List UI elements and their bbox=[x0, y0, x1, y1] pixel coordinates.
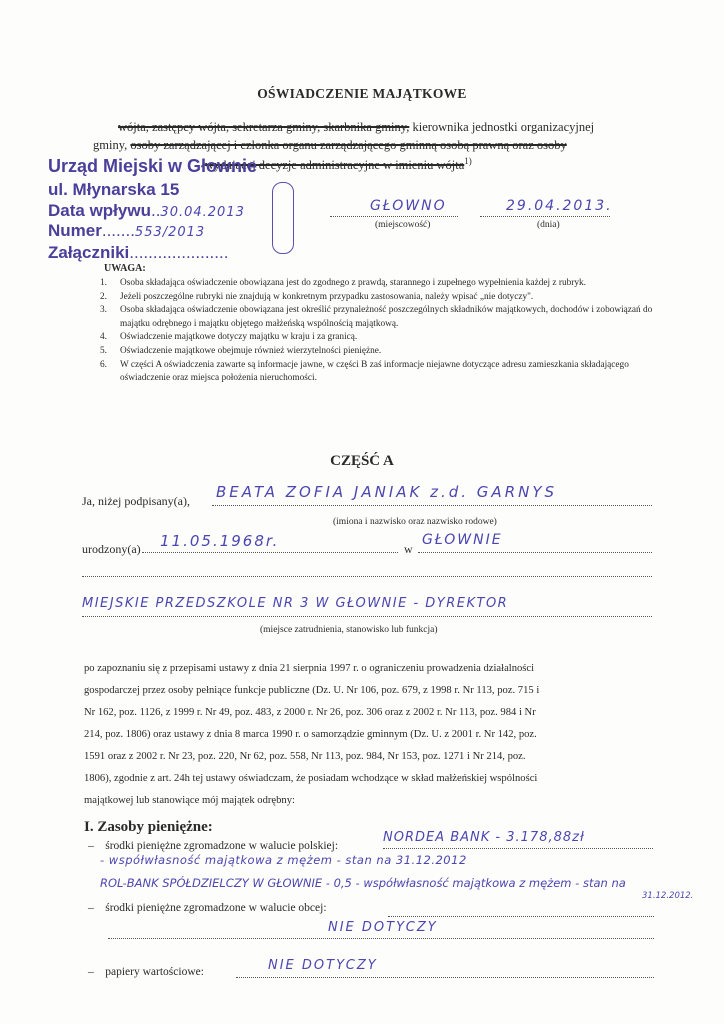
born-date-field bbox=[142, 532, 398, 556]
born-place-field bbox=[418, 532, 652, 556]
header-struck-text: wójta, zastępcy wójta, sekretarza gminy, skarbnika gminy, bbox=[118, 120, 410, 134]
place-value: GŁOWNO bbox=[370, 198, 447, 214]
header-line-1 bbox=[118, 120, 594, 135]
blank-line bbox=[82, 576, 652, 577]
stamp-attachments-label: Załączniki bbox=[48, 243, 130, 262]
date-field bbox=[480, 198, 613, 218]
uwaga-item: 5. Oświadczenie majątkowe obejmuje również wierzytelności pieniężne. bbox=[100, 345, 382, 356]
pln-note-2: ROL-BANK SPÓŁDZIELCZY W GŁOWNIE - 0,5 - współwłasność majątkowa z mężem - stan na bbox=[100, 876, 626, 890]
pln-note-1: - współwłasność majątkowa z mężem - stan na 31.12.2012 bbox=[100, 853, 467, 867]
stamp-number-label: Numer bbox=[48, 221, 102, 240]
part-a-heading: CZĘŚĆ A bbox=[330, 453, 394, 469]
securities-row: – papiery wartościowe: bbox=[88, 966, 204, 978]
section1-heading: I. Zasoby pieniężne: bbox=[84, 819, 213, 835]
header-line2-struck: osoby zarządzającej i członka organu zarządzającego gminną osobą prawną oraz osoby bbox=[130, 138, 567, 152]
securities-value: NIE DOTYCZY bbox=[268, 958, 378, 973]
date-caption: (dnia) bbox=[537, 220, 560, 230]
header-line2-prefix: gminy, bbox=[93, 138, 131, 152]
uwaga-item: 1. Osoba składająca oświadczenie obowiązana jest do zgodnego z prawdą, starannego i zupełnego wypełnienia każdej z rubryk. bbox=[100, 278, 586, 288]
date-value: 29.04.2013. bbox=[506, 198, 613, 214]
uwaga-item: 2. Jeżeli poszczególne rubryki nie znajdują w konkretnym przypadku zastosowania, należy wpisać „nie dotyczy". bbox=[100, 291, 534, 302]
foreign-line-2 bbox=[108, 938, 654, 939]
header-line3-struck: wydającej decyzje administracyjne w imieniu wójta bbox=[205, 158, 465, 173]
pln-value: NORDEA BANK - 3.178,88zł bbox=[383, 830, 585, 845]
signer-field bbox=[212, 483, 652, 509]
foreign-row: – środki pieniężne zgromadzone w walucie obcej: bbox=[88, 902, 327, 914]
foreign-line-1 bbox=[388, 916, 654, 917]
place-field bbox=[330, 198, 458, 218]
pln-label: środki pieniężne zgromadzone w walucie polskiej: bbox=[105, 840, 339, 852]
pln-note-2b: 31.12.2012. bbox=[642, 891, 694, 901]
employment-field bbox=[82, 596, 652, 620]
handwritten-bracket bbox=[272, 182, 294, 254]
uwaga-list bbox=[100, 277, 672, 386]
foreign-value: NIE DOTYCZY bbox=[328, 920, 438, 935]
born-date-value: 11.05.1968r. bbox=[160, 532, 280, 550]
securities-field bbox=[236, 958, 654, 980]
statement-paragraph: po zapoznaniu się z przepisami ustawy z dnia 21 sierpnia 1997 r. o ograniczeniu prowadzenia działalności gospodarczej przez osoby pełniące funkcje publiczne (Dz. U. Nr 106, poz. 679, z 1998 r. Nr 113, poz. 715 i Nr 162, poz. 1126, z 1999 r. Nr 49, poz. 483, z 2000 r. Nr 26, poz. 306 oraz z 2002 r. Nr 113, poz. 984 i Nr 214, poz. 1806) oraz ustawy z dnia 8 marca 1990 r. o samorządzie gminnym (Dz. U. z 2001 r. Nr 142, poz. 1591 oraz z 2002 r. Nr 23, poz. 220, Nr 62, poz. 558, Nr 113, poz. 984, Nr 153, poz. 1271 i Nr 214, poz. 1806), zgodnie z art. 24h tej ustawy oświadczam, że posiadam wchodzące w skład małżeńskiej wspólności majątkowej lub stanowiące mój majątek odrębny: bbox=[84, 663, 540, 806]
stamp-received-label: Data wpływu bbox=[48, 201, 151, 220]
securities-label: papiery wartościowe: bbox=[105, 966, 204, 978]
born-place-value: GŁOWNIE bbox=[422, 532, 503, 548]
foreign-label: środki pieniężne zgromadzone w walucie obcej: bbox=[105, 902, 327, 914]
signer-label: Ja, niżej podpisany(a), bbox=[82, 494, 190, 508]
document-title: OŚWIADCZENIE MAJĄTKOWE bbox=[257, 86, 467, 101]
signer-value: BEATA ZOFIA JANIAK z.d. GARNYS bbox=[216, 483, 558, 501]
stamp-office: Urząd Miejski w Głownie bbox=[48, 156, 258, 176]
pln-field bbox=[383, 830, 653, 852]
pln-row: – środki pieniężne zgromadzone w walucie polskiej: bbox=[88, 840, 339, 852]
stamp-attachments: Załączniki..................... bbox=[48, 243, 229, 262]
employment-value: MIEJSKIE PRZEDSZKOLE NR 3 W GŁOWNIE - DYREKTOR bbox=[82, 596, 509, 611]
stamp-street: ul. Młynarska 15 bbox=[48, 180, 180, 199]
uwaga-item: 4. Oświadczenie majątkowe dotyczy majątku w kraju i za granicą. bbox=[100, 332, 358, 343]
born-in-label: w bbox=[404, 542, 413, 556]
place-caption: (miejscowość) bbox=[375, 220, 431, 230]
stamp-number: Numer.......553/2013 bbox=[48, 221, 206, 240]
footnote-marker: 1) bbox=[464, 156, 472, 166]
uwaga-item: 6. W części A oświadczenia zawarte są informacje jawne, w części B zaś informacje niejawne dotyczące adresu zamieszkania składającego oświadczenie oraz miejsca położenia nieruchomości. bbox=[100, 359, 629, 384]
stamp-received-value: 30.04.2013 bbox=[160, 205, 245, 220]
born-label: urodzony(a) bbox=[82, 542, 141, 556]
uwaga-item: 3. Osoba składająca oświadczenie obowiązana jest określić przynależność poszczególnych składników majątkowych, dochodów i zobowiązań do majątku odrębnego i majątku objętego małżeńską wspólnością majątkową. bbox=[100, 305, 653, 329]
stamp-received: Data wpływu..30.04.2013 bbox=[48, 201, 245, 220]
stamp-number-value: 553/2013 bbox=[134, 225, 206, 240]
header-line-2 bbox=[93, 138, 567, 153]
header-line1-rest: kierownika jednostki organizacyjnej bbox=[409, 120, 595, 134]
employment-caption: (miejsce zatrudnienia, stanowisko lub funkcja) bbox=[260, 625, 438, 635]
uwaga-label: UWAGA: bbox=[104, 263, 146, 274]
signer-caption: (imiona i nazwisko oraz nazwisko rodowe) bbox=[333, 517, 497, 527]
